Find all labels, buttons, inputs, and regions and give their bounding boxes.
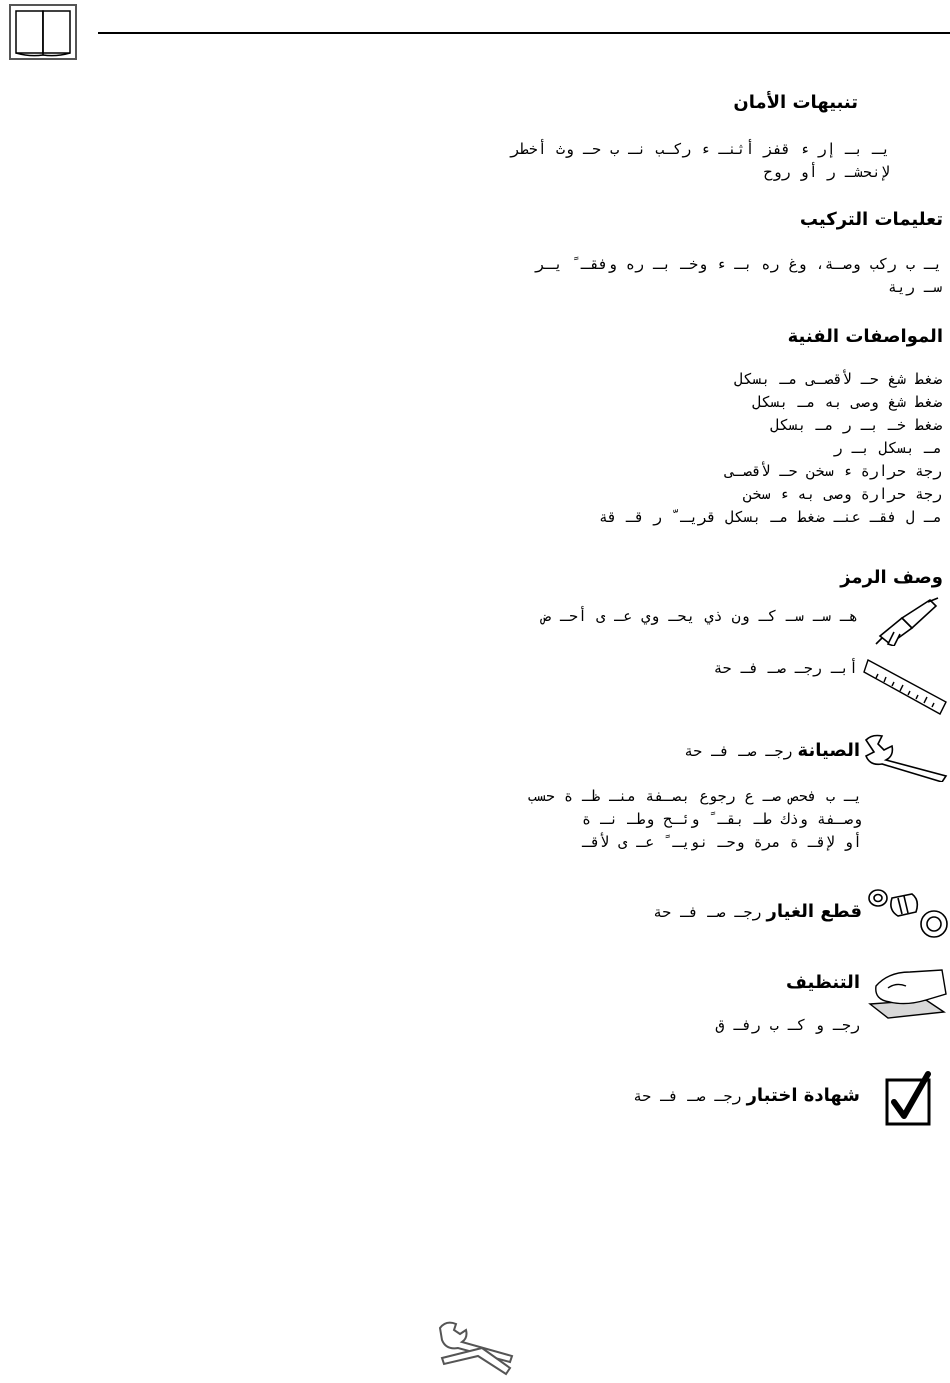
maintenance-text: يـ ب فحص صـ ع رجوع بصـفة منـ ظـ ة حسب وصـفة وذك طـ بقـ ً وئـح وطـ نـ ة أو لإقـ ة مرة وحـ نويـ ً عـ ى لأقـ bbox=[527, 787, 862, 851]
maintenance-heading-row bbox=[684, 740, 860, 761]
manual-book-icon bbox=[8, 3, 80, 63]
specs-text: ضغط شغ حـ لأقصـى مـ بسكل ضغط شغ وصى به مـ بسكل ضغط خـ بـ ر مـ بسكل مـ بسكل بـ ر رجة حرارة ء سخن حـ لأقصـى رجة حرارة وصى به ء سخن مـ ل فقـ عنـ ضغط مـ بسكل قريـ ّ ر قـ قة bbox=[598, 370, 942, 526]
maintenance-page-ref: رجـ صـ فـ حة bbox=[684, 742, 793, 760]
cleaning-hand-icon bbox=[866, 964, 950, 1020]
spare-parts-heading-row bbox=[653, 901, 862, 922]
installation-heading: تعليمات التركيب bbox=[799, 209, 943, 230]
ruler-icon bbox=[862, 654, 950, 718]
ruler-symbol-text: أبـ رجـ صـ فـ حة bbox=[713, 659, 858, 677]
header-rule bbox=[98, 32, 950, 34]
safety-heading: تنبيهات الأمان bbox=[733, 92, 858, 113]
sealant-gun-icon bbox=[872, 596, 942, 646]
test-certificate-heading-row bbox=[633, 1085, 860, 1106]
specs-heading: المواصفات الفنية bbox=[787, 326, 943, 347]
tools-icon bbox=[434, 1318, 518, 1376]
symbols-heading: وصف الرمز bbox=[840, 567, 943, 588]
cleaning-heading: التنظيف bbox=[786, 972, 860, 993]
cleaning-text: رجـ و كـ ب رفـ ق bbox=[715, 1016, 860, 1034]
spare-parts-icon bbox=[866, 886, 950, 942]
safety-text: يـ بـ إر ء قفز أثنـ ء ركـب نـ ب حـ وث أخطر لإنحشـ ر أو روح bbox=[510, 140, 890, 181]
spare-parts-page-ref: رجـ صـ فـ حة bbox=[653, 903, 762, 921]
installation-text: يـ ب ركب وصـة، وغ ره بـ ء وخـ بـ ره وفقـ ً يـر سـ رية bbox=[535, 255, 942, 296]
sealant-symbol-text: هـ سـ سـ كـ ون ذي يحـ وي عـ ى أحـ ض bbox=[541, 607, 858, 625]
checkbox-check-icon bbox=[884, 1070, 936, 1128]
test-certificate-page-ref: رجـ صـ فـ حة bbox=[633, 1087, 742, 1105]
maintenance-heading: الصيانة bbox=[797, 740, 860, 761]
test-certificate-heading: شهادة اختبار bbox=[746, 1085, 860, 1106]
wrench-icon bbox=[862, 732, 950, 782]
spare-parts-heading: قطع الغيار bbox=[766, 901, 862, 922]
